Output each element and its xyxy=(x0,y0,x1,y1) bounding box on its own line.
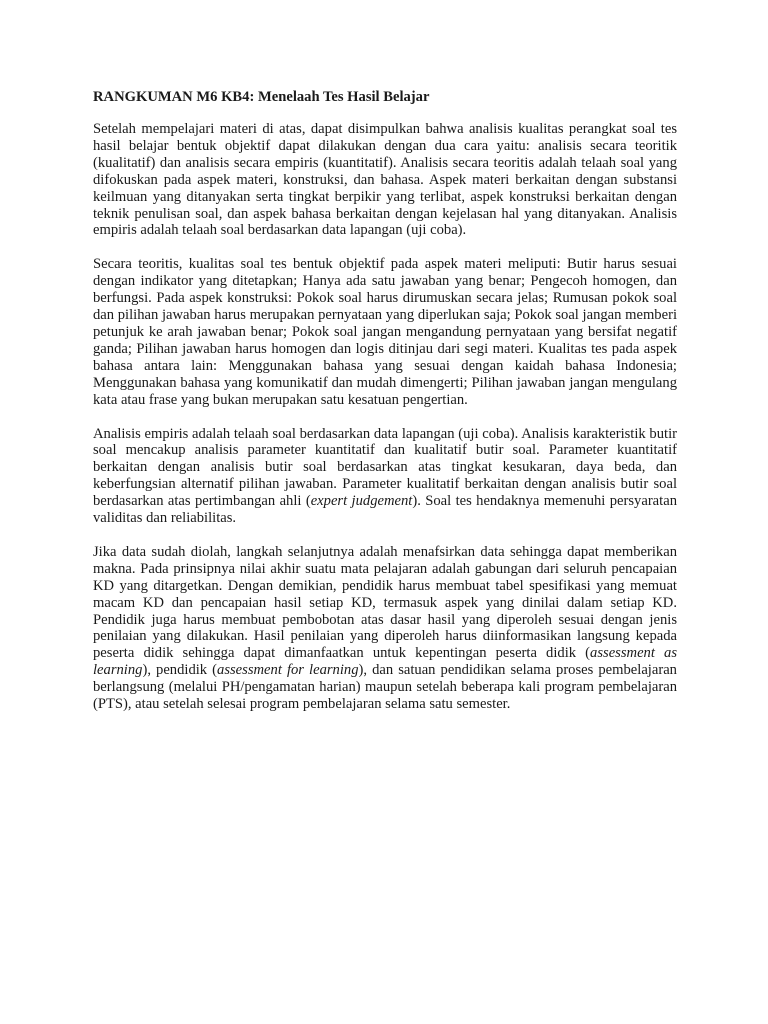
paragraph-text: ), dan satuan pendidikan selama proses pembelajaran berlangsung (melalui PH/pengamatan harian) maupun setelah beberapa kali program pembelajaran (PTS), atau setelah selesai program pembelajaran selama satu semester. xyxy=(93,662,677,713)
paragraph-data-interpretation xyxy=(93,544,677,713)
paragraph-empirical-analysis xyxy=(93,426,677,527)
paragraph-text: ), pendidik ( xyxy=(142,662,218,679)
italic-term: assessment as learning xyxy=(93,645,678,679)
paragraph-text: ). Soal tes hendaknya memenuhi persyaratan validitas dan reliabilitas. xyxy=(93,493,677,527)
paragraph-theoretical-quality xyxy=(93,256,677,408)
paragraph-analysis-overview xyxy=(93,121,677,239)
paragraph-text: Jika data sudah diolah, langkah selanjutnya adalah menafsirkan data sehingga dapat memberikan makna. Pada prinsipnya nilai akhir suatu mata pelajaran adalah gabungan dari seluruh pencapaian KD yang ditargetkan. Dengan demikian, pendidik harus membuat tabel spesifikasi yang memuat macam KD dan pencapaian hasil setiap KD, termasuk aspek yang dinilai dalam setiap KD. Pendidik juga harus membuat pembobotan atas dasar hasil yang diperoleh sesuai dengan jenis penilaian yang dilakukan. Hasil penilaian yang diperoleh harus diinformasikan langsung kepada peserta didik sehingga dapat dimanfaatkan untuk kepentingan peserta didik ( xyxy=(93,543,677,662)
italic-term: assessment for learning xyxy=(217,662,359,679)
paragraph-text: Setelah mempelajari materi di atas, dapat disimpulkan bahwa analisis kualitas perangkat soal tes hasil belajar bentuk objektif dapat dilakukan dengan dua cara yaitu: analisis secara teoritik (kualitatif) dan analisis secara empiris (kuantitatif). Analisis secara teoritis adalah telaah soal yang difokuskan pada aspek materi, konstruksi, dan bahasa. Aspek materi berkaitan dengan substansi keilmuan yang ditanyakan serta tingkat berpikir yang terlibat, aspek konstruksi berkaitan dengan teknik penulisan soal, dan aspek bahasa berkaitan dengan kejelasan hal yang ditanyakan. Analisis empiris adalah telaah soal berdasarkan data lapangan (uji coba). xyxy=(93,121,677,239)
document-title: RANGKUMAN M6 KB4: Menelaah Tes Hasil Belajar xyxy=(93,89,430,105)
paragraph-text: Secara teoritis, kualitas soal tes bentuk objektif pada aspek materi meliputi: Butir harus sesuai dengan indikator yang ditetapkan; Hanya ada satu jawaban yang benar; Pengecoh homogen, dan berfungsi. Pada aspek konstruksi: Pokok soal harus dirumuskan secara jelas; Rumusan pokok soal dan pilihan jawaban harus merupakan pernyataan yang diperlukan saja; Pokok soal jangan memberi petunjuk ke arah jawaban benar; Pokok soal jangan mengandung pernyataan yang bersifat negatif ganda; Pilihan jawaban harus homogen dan logis ditinjau dari segi materi. Kualitas tes pada aspek bahasa antara lain: Menggunakan bahasa yang sesuai dengan kaidah bahasa Indonesia; Menggunakan bahasa yang komunikatif dan mudah dimengerti; Pilihan jawaban jangan mengulang kata atau frase yang bukan merupakan satu kesatuan pengertian. xyxy=(93,256,677,408)
italic-term: expert judgement xyxy=(310,493,413,510)
paragraph-text: Analisis empiris adalah telaah soal berdasarkan data lapangan (uji coba). Analisis karakteristik butir soal mencakup analisis parameter kuantitatif dan kualitatif butir soal. Parameter kuantitatif berkaitan dengan analisis butir soal berdasarkan atas tingkat kesukaran, daya beda, dan keberfungsian alternatif pilihan jawaban. Parameter kualitatif berkaitan dengan analisis butir soal berdasarkan atas pertimbangan ahli ( xyxy=(93,425,677,510)
document-page xyxy=(93,89,677,730)
